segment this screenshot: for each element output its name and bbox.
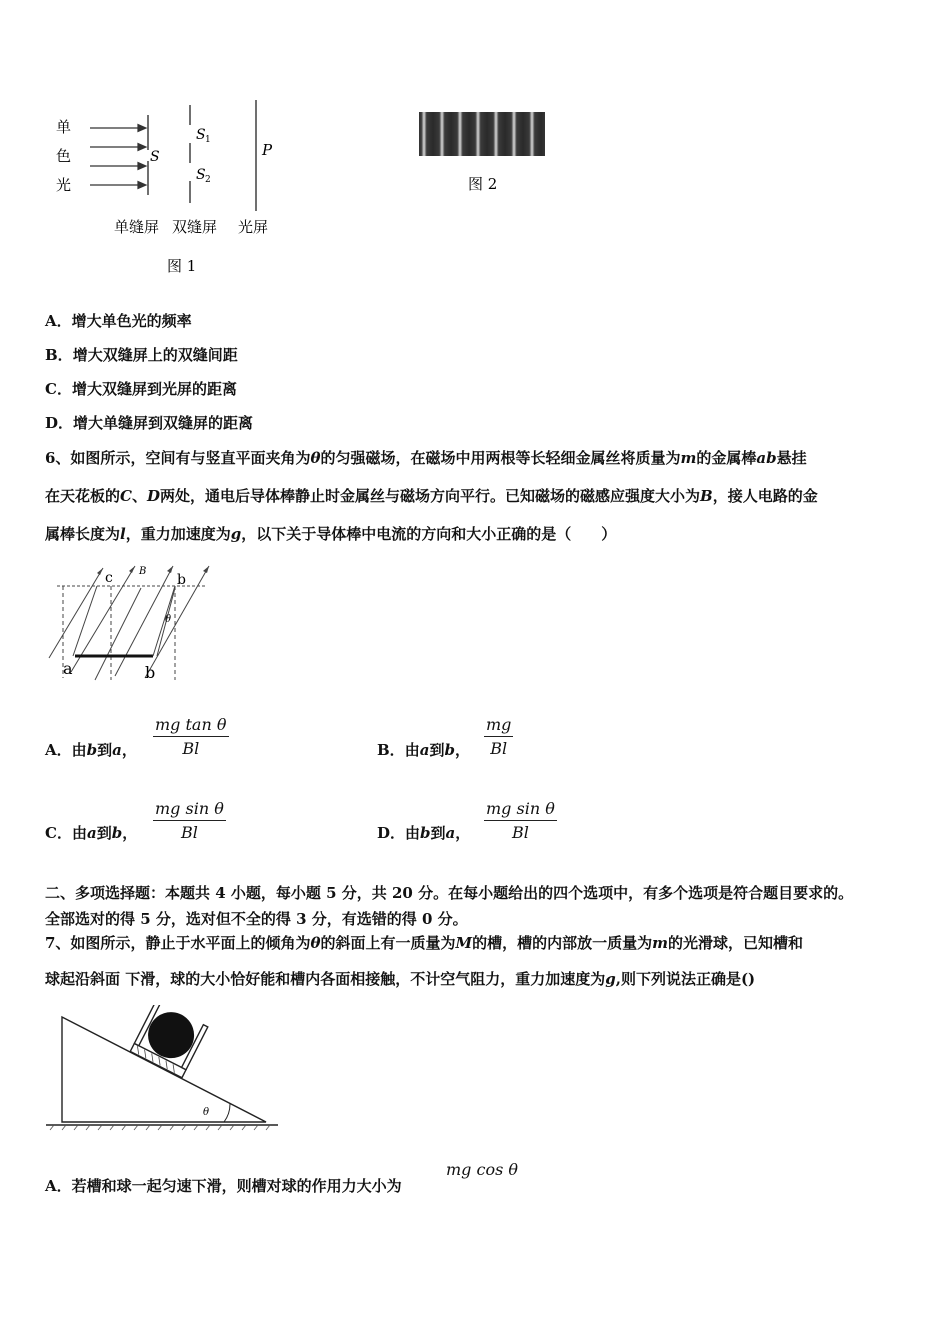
q5-option-c: C．增大双缝屏到光屏的距离 (45, 380, 237, 398)
q6-fig-label-theta: θ (165, 614, 172, 625)
q6-fig-label-d: b (177, 572, 186, 588)
label-S2: S (196, 167, 206, 183)
q6-line-2: 在天花板的C、D两处，通电后导体棒静止时金属丝与磁场方向平行。已知磁场的磁感应强度大小为B，接人电路的金 (45, 487, 818, 505)
q6-line-3: 属棒长度为l，重力加速度为g，以下关于导体棒中电流的方向和大小正确的是（ ） (45, 525, 617, 543)
q6-fig-label-a: a (63, 659, 73, 678)
figure-2-fringes (415, 108, 555, 198)
light-arrows (90, 125, 146, 189)
q6-option-b-formula: $\frac{mg}{Bl}$ (486, 715, 512, 758)
q7-option-a: A．若槽和球一起匀速下滑，则槽对球的作用力大小为 (45, 1177, 402, 1195)
q6-option-a: A．由b到a， (45, 741, 137, 759)
q6-option-b: B．由a到b， (377, 741, 470, 759)
screen-label-light: 光屏 (238, 218, 269, 236)
source-char-2: 色 (56, 147, 72, 165)
source-char-3: 光 (56, 176, 72, 194)
slot (130, 1005, 208, 1078)
figure-2-caption: 图 2 (468, 175, 498, 193)
q6-option-d: D．由b到a， (377, 824, 471, 842)
fringe-pattern (419, 112, 545, 156)
q5-option-b: B．增大双缝屏上的双缝间距 (45, 346, 238, 364)
q6-fig-label-c: c (105, 570, 113, 586)
q5-option-a: A．增大单色光的频率 (45, 312, 192, 330)
q7-line-2: 球起沿斜面 下滑，球的大小恰好能和槽内各面相接触，不计空气阻力，重力加速度为g,则下列说法正确是() (45, 970, 756, 988)
q5-option-d: D．增大单缝屏到双缝屏的距离 (45, 414, 254, 432)
q6-fig-label-b: b (145, 663, 156, 682)
q6-option-c: C．由a到b， (45, 824, 138, 842)
q6-stem (45, 439, 818, 553)
source-char-1: 单 (56, 118, 72, 136)
section-2-line-1: 二、多项选择题：本题共 4 小题，每小题 5 分，共 20 分。在每小题给出的四个选项中，有多个选项是符合题目要求的。 (45, 884, 854, 902)
screen-label-double: 双缝屏 (172, 218, 218, 236)
figure-1-caption: 图 1 (167, 257, 197, 275)
incline-theta-label: θ (203, 1107, 210, 1118)
label-S1-sub: 1 (205, 135, 211, 145)
section-2-line-2: 全部选对的得 5 分，选对但不全的得 3 分，有选错的得 0 分。 (45, 910, 468, 928)
q7-option-a-formula: mg cos θ (446, 1160, 519, 1179)
q6-figure (45, 560, 215, 685)
label-S1: S (196, 127, 206, 143)
q6-option-c-formula: $\frac{\text{mg sin θ}}{Bl}$ (155, 799, 224, 842)
label-S2-sub: 2 (205, 175, 211, 185)
label-S: S (150, 149, 160, 165)
q6-option-d-formula: $\frac{\text{mg sin θ}}{Bl}$ (486, 799, 555, 842)
figure-1-double-slit (40, 95, 300, 280)
q7-line-1: 7、如图所示，静止于水平面上的倾角为θ的斜面上有一质量为M的槽，槽的内部放一质量为m的光滑球，已知槽和 (45, 934, 803, 952)
q7-stem (45, 925, 803, 997)
q6-fig-label-B: B (139, 566, 147, 577)
label-P: P (262, 141, 273, 159)
q7-incline-figure (40, 1005, 285, 1135)
q6-option-a-formula: $\frac{\text{mg tan θ}}{Bl}$ (155, 715, 227, 758)
screen-label-single: 单缝屏 (114, 218, 160, 236)
q6-line-1: 6、如图所示，空间有与竖直平面夹角为θ的匀强磁场，在磁场中用两根等长轻细金属丝将质量为m的金属棒ab悬挂 (45, 449, 807, 467)
